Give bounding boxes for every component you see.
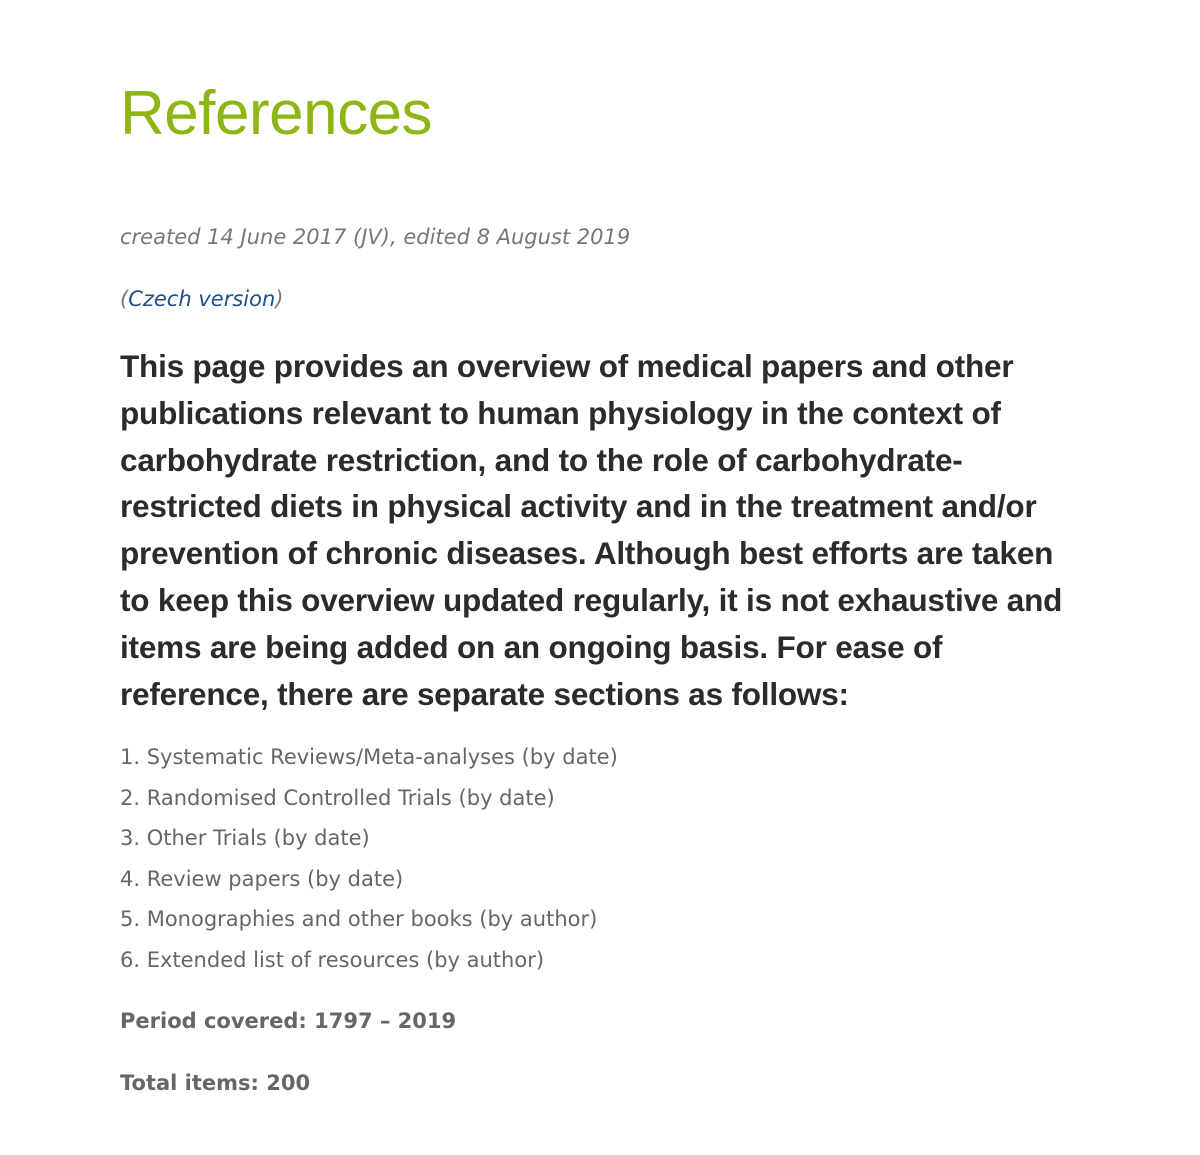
created-edited-dates: created 14 June 2017 (JV), edited 8 August 2019 [120,225,631,249]
total-items: Total items: 200 [120,1071,311,1095]
section-item-other-trials: 3. Other Trials (by date) [120,826,370,851]
language-note-open-paren: ( [120,287,129,311]
section-item-systematic-reviews: 1. Systematic Reviews/Meta-analyses (by date) [120,745,618,769]
period-covered: Period covered: 1797 – 2019 [120,1009,457,1033]
intro-paragraph: This page provides an overview of medical papers and other publications relevant to human physiology in the context of carbohydrate restriction, and to the role of carbohydrate-restricted diets in physical activity and in the treatment and/or prevention of chronic diseases. Although best efforts are taken to keep this overview updated regularly, it is not exhaustive and items are being added on an ongoing basis. For ease of reference, there are separate sections as follows: [120,348,1063,712]
language-note [120,284,283,314]
section-item-randomised-controlled-trials: 2. Randomised Controlled Trials (by date) [120,785,555,810]
section-item-review-papers: 4. Review papers (by date) [120,866,404,891]
czech-version-link[interactable]: Czech version [128,287,276,311]
page-title: References [120,79,433,148]
section-item-monographies-books: 5. Monographies and other books (by author) [120,907,598,932]
sections-list [120,737,618,981]
language-note-close-paren: ) [275,287,284,311]
section-item-extended-resources: 6. Extended list of resources (by author) [120,947,545,972]
